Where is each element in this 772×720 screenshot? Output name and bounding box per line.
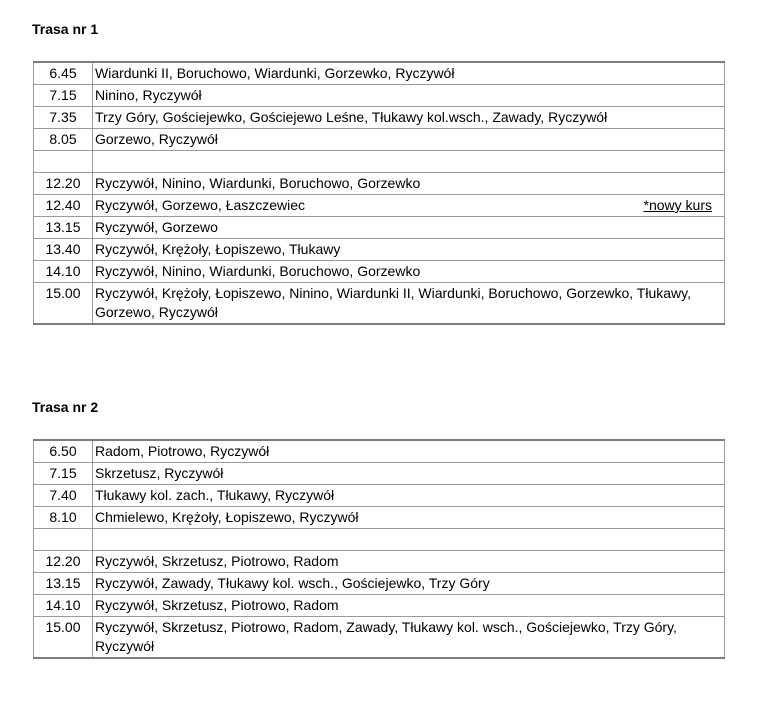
departure-time: 12.20 bbox=[34, 173, 93, 195]
route-1-title: Trasa nr 1 bbox=[32, 21, 99, 37]
departure-time: 13.15 bbox=[34, 217, 93, 239]
route-stops bbox=[93, 62, 725, 85]
route-stops bbox=[93, 173, 725, 195]
route-stops-text: Skrzetusz, Ryczywół bbox=[95, 465, 224, 481]
departure-time: 14.10 bbox=[34, 261, 93, 283]
route-stops-text: Ryczywół, Ninino, Wiardunki, Boruchowo, Gorzewko bbox=[95, 175, 421, 191]
schedule-row bbox=[34, 239, 725, 261]
schedule-row bbox=[34, 129, 725, 151]
route-stops bbox=[93, 261, 725, 283]
route-stops bbox=[93, 239, 725, 261]
schedule-row bbox=[34, 440, 725, 463]
departure-time: 7.35 bbox=[34, 107, 93, 129]
route-stops bbox=[93, 85, 725, 107]
route-stops bbox=[93, 195, 725, 217]
departure-time: 12.20 bbox=[34, 551, 93, 573]
departure-time: 7.40 bbox=[34, 485, 93, 507]
route-stops bbox=[93, 617, 725, 659]
route-stops-text: Trzy Góry, Gościejewko, Gościejewo Leśne, Tłukawy kol.wsch., Zawady, Ryczywół bbox=[95, 109, 608, 125]
schedule-row bbox=[34, 261, 725, 283]
route-stops-text: Radom, Piotrowo, Ryczywół bbox=[95, 443, 270, 459]
route-stops bbox=[93, 551, 725, 573]
departure-time: 12.40 bbox=[34, 195, 93, 217]
route-stops-text: Wiardunki II, Boruchowo, Wiardunki, Gorzewko, Ryczywół bbox=[95, 65, 455, 81]
schedule-row bbox=[34, 173, 725, 195]
route-stops bbox=[93, 573, 725, 595]
departure-time: 8.05 bbox=[34, 129, 93, 151]
route-1-table bbox=[33, 61, 725, 325]
route-stops bbox=[93, 440, 725, 463]
schedule-row bbox=[34, 62, 725, 85]
route-stops-text: Ryczywół, Gorzewo bbox=[95, 219, 218, 235]
schedule-row-empty bbox=[34, 529, 725, 551]
departure-time: 13.40 bbox=[34, 239, 93, 261]
route-2-table-body bbox=[34, 440, 725, 658]
departure-time: 7.15 bbox=[34, 85, 93, 107]
route-stops bbox=[93, 107, 725, 129]
departure-time: 15.00 bbox=[34, 617, 93, 659]
departure-time: 8.10 bbox=[34, 507, 93, 529]
route-stops bbox=[93, 463, 725, 485]
route-stops bbox=[93, 217, 725, 239]
schedule-row bbox=[34, 617, 725, 659]
new-course-note: *nowy kurs bbox=[643, 197, 712, 213]
schedule-row bbox=[34, 573, 725, 595]
route-stops-text: Tłukawy kol. zach., Tłukawy, Ryczywół bbox=[95, 487, 335, 503]
schedule-row bbox=[34, 217, 725, 239]
route-stops-text: Ryczywół, Krężoły, Łopiszewo, Tłukawy bbox=[95, 241, 341, 257]
departure-time: 6.45 bbox=[34, 62, 93, 85]
route-2-table bbox=[33, 439, 725, 659]
departure-time bbox=[34, 529, 93, 551]
departure-time: 7.15 bbox=[34, 463, 93, 485]
route-stops-text: Ryczywół, Skrzetusz, Piotrowo, Radom bbox=[95, 597, 339, 613]
route-stops-text: Ninino, Ryczywół bbox=[95, 87, 202, 103]
route-stops-text: Chmielewo, Krężoły, Łopiszewo, Ryczywół bbox=[95, 509, 359, 525]
route-stops-text: Ryczywół, Skrzetusz, Piotrowo, Radom bbox=[95, 553, 339, 569]
schedule-row bbox=[34, 463, 725, 485]
route-stops bbox=[93, 129, 725, 151]
route-2-title: Trasa nr 2 bbox=[32, 399, 99, 415]
route-stops-text: Ryczywół, Skrzetusz, Piotrowo, Radom, Zawady, Tłukawy kol. wsch., Gościejewko, Trzy Góry, Ryczywół bbox=[95, 619, 677, 654]
departure-time bbox=[34, 151, 93, 173]
schedule-row-empty bbox=[34, 151, 725, 173]
departure-time: 14.10 bbox=[34, 595, 93, 617]
schedule-row bbox=[34, 595, 725, 617]
route-stops bbox=[93, 507, 725, 529]
schedule-row bbox=[34, 507, 725, 529]
schedule-row bbox=[34, 195, 725, 217]
schedule-row bbox=[34, 485, 725, 507]
route-stops-text: Ryczywół, Krężoły, Łopiszewo, Ninino, Wiardunki II, Wiardunki, Boruchowo, Gorzewko, Tłukawy, Gorzewo, Ryczywół bbox=[95, 285, 691, 320]
route-stops-text: Gorzewo, Ryczywół bbox=[95, 131, 218, 147]
route-1-table-body bbox=[34, 62, 725, 324]
departure-time: 13.15 bbox=[34, 573, 93, 595]
route-stops bbox=[93, 529, 725, 551]
schedule-row bbox=[34, 551, 725, 573]
departure-time: 15.00 bbox=[34, 283, 93, 325]
schedule-row bbox=[34, 107, 725, 129]
departure-time: 6.50 bbox=[34, 440, 93, 463]
route-stops bbox=[93, 151, 725, 173]
route-stops-text: Ryczywół, Gorzewo, Łaszczewiec bbox=[95, 197, 306, 213]
route-stops-text: Ryczywół, Zawady, Tłukawy kol. wsch., Gościejewko, Trzy Góry bbox=[95, 575, 490, 591]
route-stops-text: Ryczywół, Ninino, Wiardunki, Boruchowo, Gorzewko bbox=[95, 263, 421, 279]
schedule-row bbox=[34, 85, 725, 107]
route-stops bbox=[93, 283, 725, 325]
route-stops bbox=[93, 595, 725, 617]
route-stops bbox=[93, 485, 725, 507]
schedule-row bbox=[34, 283, 725, 325]
